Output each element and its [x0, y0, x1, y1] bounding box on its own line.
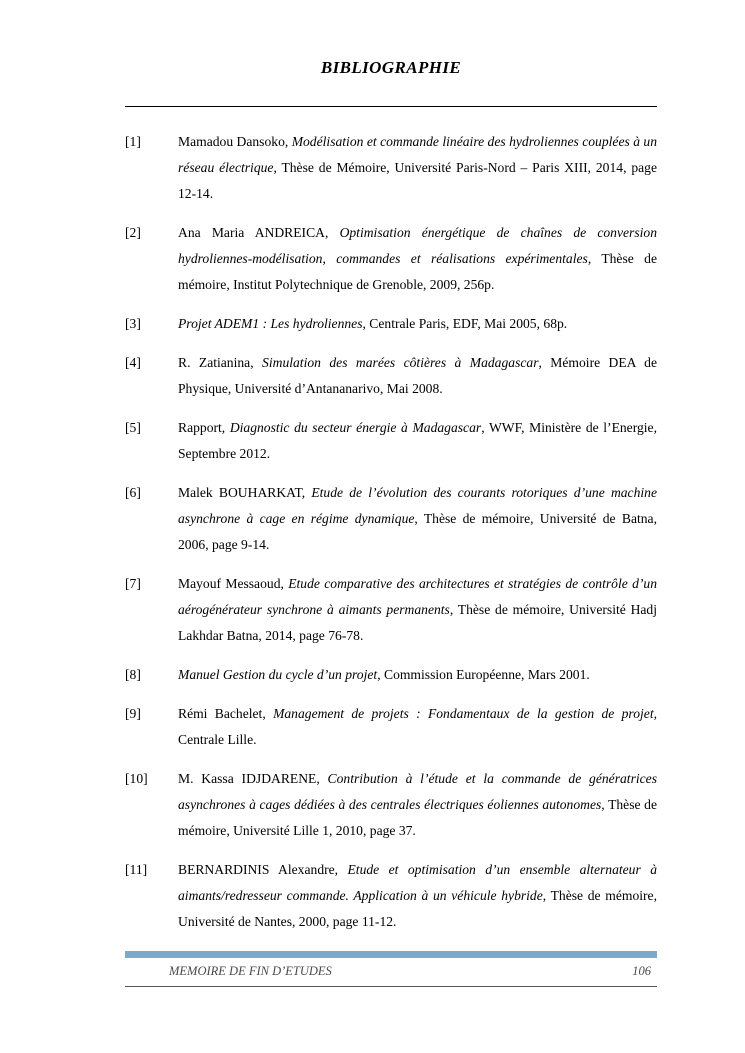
reference-title-segment: Contribution à l’étude et la commande de génératrices asynchrones à cages dédiées à des centrales électriques éoliennes autonomes, [178, 771, 657, 812]
reference-title-segment: Manuel Gestion du cycle d’un projet [178, 667, 378, 682]
reference-title-segment: Optimisation énergétique de chaînes de conversion hydroliennes-modélisation, commandes et réalisations expérimentales [178, 225, 657, 266]
reference-plain-segment: , Commission Européenne, Mars 2001. [377, 667, 590, 682]
reference-text [178, 311, 657, 337]
page-footer [125, 960, 657, 987]
reference-plain-segment: , WWF, Ministère de l’Energie, Septembre 2012. [178, 420, 657, 461]
reference-label: [7] [125, 576, 141, 591]
reference-plain-segment: Thèse de mémoire, Université Lille 1, 2010, page 37. [178, 797, 657, 838]
reference-label: [5] [125, 420, 141, 435]
reference-plain-segment: Rapport, [178, 420, 230, 435]
reference-plain-segment: , Mémoire DEA de Physique, Université d’Antananarivo, Mai 2008. [178, 355, 657, 396]
reference-plain-segment: Mayouf Messaoud, [178, 576, 289, 591]
reference-text [178, 662, 657, 688]
page-content [125, 58, 657, 948]
reference-text [178, 415, 657, 467]
footer-text: MEMOIRE DE FIN D’ETUDES [169, 964, 332, 978]
reference-label: [8] [125, 667, 141, 682]
reference-title-segment: Etude et optimisation d’un ensemble alternateur à aimants/redresseur commande. Application à un véhicule hybride [178, 862, 657, 903]
reference-item [125, 766, 657, 844]
reference-plain-segment: Malek BOUHARKAT, [178, 485, 312, 500]
reference-text [178, 701, 657, 753]
reference-text [178, 220, 657, 298]
reference-label: [9] [125, 706, 141, 721]
reference-item [125, 857, 657, 935]
page-title: BIBLIOGRAPHIE [320, 58, 462, 77]
reference-plain-segment: M. Kassa IDJDARENE, [178, 771, 328, 786]
reference-label: [11] [125, 862, 148, 877]
reference-plain-segment: , Thèse de mémoire, Université de Batna, 2006, page 9-14. [178, 511, 657, 552]
reference-plain-segment: , Thèse de Mémoire, Université Paris-Nord – Paris XIII, 2014, page 12-14. [178, 160, 657, 201]
reference-item [125, 129, 657, 207]
reference-plain-segment: , Centrale Paris, EDF, Mai 2005, 68p. [362, 316, 568, 331]
reference-plain-segment: Mamadou Dansoko, [178, 134, 292, 149]
reference-plain-segment: BERNARDINIS Alexandre, [178, 862, 348, 877]
reference-label: [1] [125, 134, 141, 149]
footer-accent-bar [125, 951, 657, 958]
reference-plain-segment: Rémi Bachelet, [178, 706, 274, 721]
reference-item [125, 350, 657, 402]
reference-title-segment: Diagnostic du secteur énergie à Madagascar [229, 420, 482, 435]
reference-plain-segment: , Thèse de mémoire, Institut Polytechnique de Grenoble, 2009, 256p. [178, 251, 657, 292]
reference-text [178, 857, 657, 935]
reference-plain-segment: Centrale Lille. [178, 732, 257, 747]
references-list [125, 129, 657, 935]
reference-plain-segment: , Thèse de mémoire, Université de Nantes, 2000, page 11-12. [178, 888, 657, 929]
reference-plain-segment: , Thèse de mémoire, Université Hadj Lakhdar Batna, 2014, page 76-78. [178, 602, 657, 643]
reference-title-segment: Modélisation et commande linéaire des hydroliennes couplées à un réseau électrique [178, 134, 657, 175]
reference-label: [10] [125, 771, 148, 786]
reference-item [125, 701, 657, 753]
reference-plain-segment: Ana Maria ANDREICA, [178, 225, 340, 240]
reference-text [178, 766, 657, 844]
reference-title-segment: Etude comparative des architectures et stratégies de contrôle d’un aérogénérateur synchrone à aimants permanents [178, 576, 658, 617]
reference-item [125, 480, 657, 558]
reference-item [125, 415, 657, 467]
reference-label: [4] [125, 355, 141, 370]
reference-title-segment: Etude de l’évolution des courants rotoriques d’une machine asynchrone à cage en régime dynamique [178, 485, 657, 526]
reference-label: [6] [125, 485, 141, 500]
reference-item [125, 662, 657, 688]
reference-title-segment: Management de projets : Fondamentaux de la gestion de projet, [273, 706, 657, 721]
reference-text [178, 129, 657, 207]
reference-title-segment: Projet ADEM1 : Les hydroliennes [178, 316, 363, 331]
reference-label: [2] [125, 225, 141, 240]
reference-item [125, 311, 657, 337]
reference-text [178, 350, 657, 402]
reference-text [178, 571, 657, 649]
footer-page-number: 106 [632, 964, 651, 978]
reference-label: [3] [125, 316, 141, 331]
title-divider [125, 106, 657, 107]
reference-item [125, 220, 657, 298]
reference-text [178, 480, 657, 558]
reference-plain-segment: R. Zatianina, [178, 355, 263, 370]
reference-title-segment: Simulation des marées côtières à Madagascar [262, 355, 539, 370]
reference-item [125, 571, 657, 649]
